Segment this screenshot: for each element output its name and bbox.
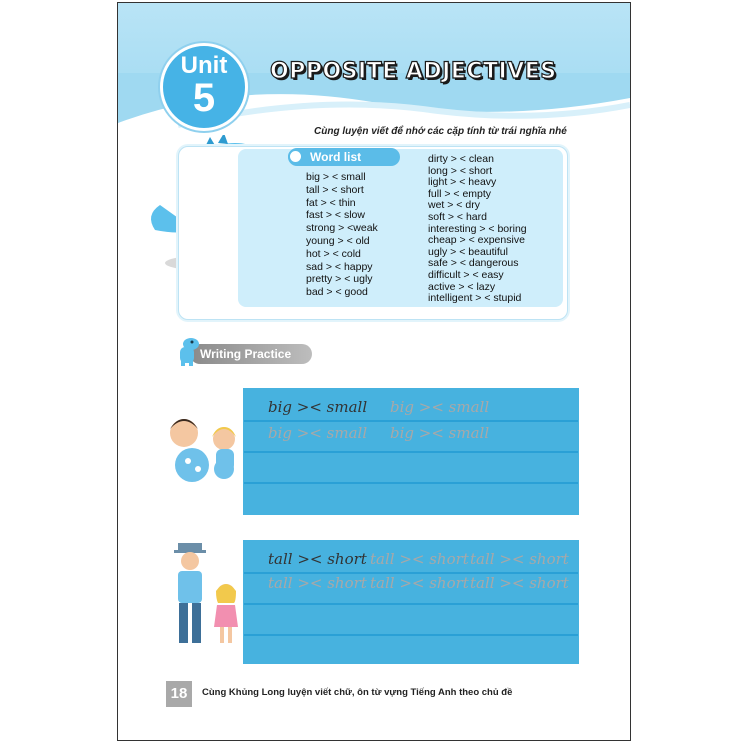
word-pair: fast > < slow: [306, 209, 365, 222]
workbook-page: [117, 2, 631, 741]
unit-badge: [160, 43, 248, 131]
grid-divider: [244, 603, 578, 605]
word-list-label: Word list: [288, 148, 400, 166]
page-subtitle: Cùng luyện viết để nhớ các cặp tính từ trái nghĩa nhé: [314, 126, 567, 137]
practice-example: big >< small: [268, 398, 368, 416]
word-pair: intelligent > < stupid: [428, 292, 522, 305]
word-list-column-2: [428, 154, 527, 305]
footer-text: Cùng Khủng Long luyện viết chữ, ôn từ vựng Tiếng Anh theo chủ đề: [202, 687, 513, 698]
word-pair: active > < lazy: [428, 280, 496, 293]
practice-example: tall >< short: [268, 550, 367, 568]
word-pair: bad > < good: [306, 286, 368, 299]
word-pair: light > < heavy: [428, 176, 497, 189]
unit-number: 5: [192, 76, 216, 120]
word-pair: cheap > < expensive: [428, 234, 525, 247]
word-list-dot-icon: [288, 149, 303, 164]
page-number: 18: [166, 681, 192, 707]
practice-trace: tall >< short: [470, 550, 569, 568]
mini-dinosaur-icon: [176, 335, 200, 367]
word-pair: strong > <weak: [306, 222, 378, 235]
word-pair: interesting > < boring: [428, 222, 527, 235]
word-pair: young > < old: [306, 234, 370, 247]
word-pair: tall > < short: [306, 183, 364, 196]
word-pair: soft > < hard: [428, 210, 487, 223]
practice-trace: big >< small: [390, 398, 490, 416]
word-pair: sad > < happy: [306, 260, 373, 273]
practice-trace: tall >< short: [370, 574, 469, 592]
grid-divider: [244, 451, 578, 453]
writing-grid-2[interactable]: [243, 540, 579, 664]
grid-divider: [244, 420, 578, 422]
grid-divider: [244, 482, 578, 484]
writing-grid-1[interactable]: [243, 388, 579, 515]
word-pair: fat > < thin: [306, 196, 356, 209]
word-pair: wet > < dry: [428, 199, 480, 212]
word-pair: full > < empty: [428, 187, 492, 200]
word-pair: safe > < dangerous: [428, 257, 519, 270]
father-and-daughter-illustration: [164, 541, 252, 649]
practice-trace: tall >< short: [470, 574, 569, 592]
grid-divider: [244, 634, 578, 636]
word-pair: dirty > < clean: [428, 153, 494, 165]
word-list-column-1: [306, 171, 378, 299]
word-pair: long > < short: [428, 164, 493, 177]
word-pair: big > < small: [306, 171, 366, 183]
word-pair: hot > < cold: [306, 247, 361, 260]
kids-with-ball-illustration: [162, 413, 252, 483]
word-pair: pretty > < ugly: [306, 273, 373, 286]
writing-practice-label: Writing Practice: [190, 344, 312, 364]
word-pair: difficult > < easy: [428, 268, 504, 281]
practice-trace: tall >< short: [268, 574, 367, 592]
page-title: OPPOSITE ADJECTIVES: [270, 59, 557, 84]
practice-trace: big >< small: [268, 424, 368, 442]
unit-word: Unit: [180, 52, 228, 79]
practice-trace: tall >< short: [370, 550, 469, 568]
practice-trace: big >< small: [390, 424, 490, 442]
word-pair: ugly > < beautiful: [428, 245, 508, 258]
